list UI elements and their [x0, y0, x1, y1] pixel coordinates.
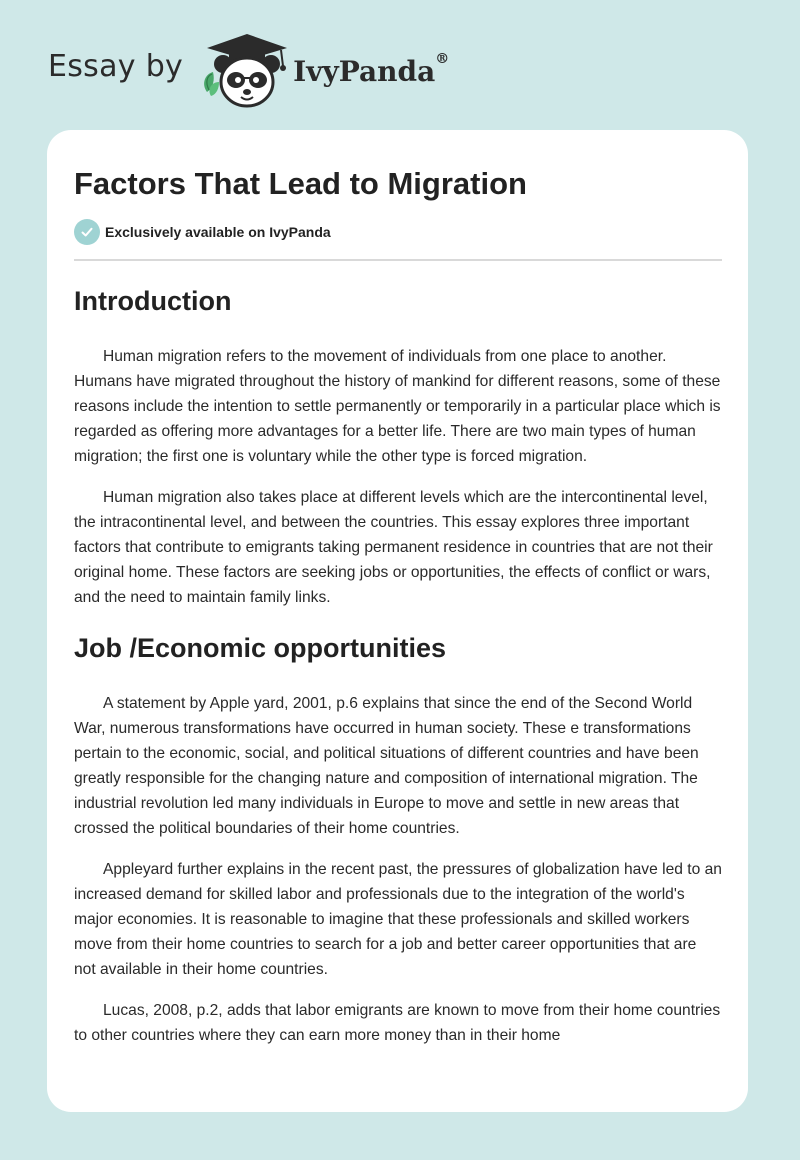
check-circle-icon — [74, 219, 100, 245]
paragraph: Human migration also takes place at different levels which are the intercontinental level, the intracontinental level, and between the countries. This essay explores three important factors that contribute to emigrants taking permanent residence in countries that are not their original home. These factors are seeking jobs or opportunities, the effects of conflict or wars, and the need to maintain family links. — [74, 489, 713, 606]
page-title: Factors That Lead to Migration — [74, 166, 527, 201]
section-heading-introduction: Introduction — [74, 286, 232, 316]
exclusive-label: Exclusively available on IvyPanda — [105, 224, 331, 240]
brand-name[interactable]: IvyPanda® — [293, 50, 450, 88]
site-header — [48, 30, 449, 110]
exclusive-badge — [74, 219, 722, 245]
divider — [74, 259, 722, 261]
paragraph: A statement by Apple yard, 2001, p.6 explains that since the end of the Second World War, numerous transformations have occurred in human society. These e transformations pertain to the economic, social, and political situations of different countries and have been greatly responsible for the changing nature and composition of international migration. The industrial revolution led many individuals in Europe to move and settle in new areas that crossed the political boundaries of their home countries. — [74, 695, 699, 837]
paragraph: Lucas, 2008, p.2, adds that labor emigrants are known to move from their home countries to other countries where they can earn more money than in their home — [74, 1002, 721, 1044]
essay-by-label: Essay by — [48, 48, 184, 84]
section-heading-job-economic: Job /Economic opportunities — [74, 633, 447, 663]
paragraph: Human migration refers to the movement of individuals from one place to another. Humans have migrated throughout the history of mankind for different reasons, some of these reasons include the intention to settle permanently or temporarily in a particular place which is regarded as offering more advantages for a better life. There are two main types of human migration; the first one is voluntary while the other type is forced migration. — [74, 348, 721, 465]
panda-graduate-logo-icon[interactable] — [197, 30, 291, 110]
paragraph: Appleyard further explains in the recent past, the pressures of globalization have led to an increased demand for skilled labor and professionals due to the integration of the world's major economies. It is reasonable to imagine that these professionals and skilled workers move from their home countries to search for a job and better career opportunities that are not available in their home countries. — [74, 861, 722, 978]
essay-card — [47, 130, 748, 1112]
